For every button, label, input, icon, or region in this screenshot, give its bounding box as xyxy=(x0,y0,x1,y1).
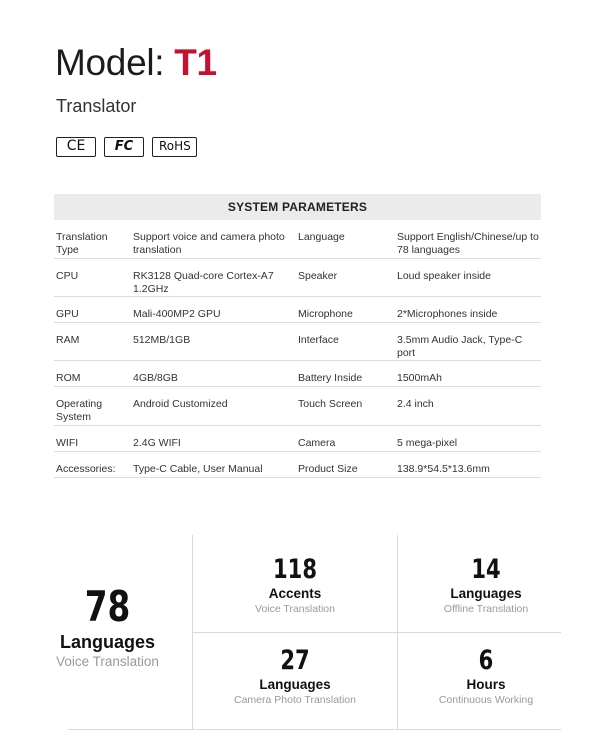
spec-value: RK3128 Quad-core Cortex-A7 1.2GHz xyxy=(133,269,274,295)
certification-badges xyxy=(56,137,197,157)
spec-value: Loud speaker inside xyxy=(397,269,491,282)
spec-value-cell xyxy=(133,451,298,477)
spec-table-heading: SYSTEM PARAMETERS xyxy=(54,194,541,220)
stat-label: Languages xyxy=(259,677,331,692)
spec-name: RAM xyxy=(56,333,80,346)
spec-value: 5 mega-pixel xyxy=(397,436,458,449)
spec-name: CPU xyxy=(56,269,79,282)
stat-photo-languages xyxy=(194,645,396,707)
rohs-mark-icon: RoHS xyxy=(152,137,197,157)
spec-name: Battery Inside xyxy=(298,371,363,384)
stat-main-languages xyxy=(30,583,185,671)
spec-row xyxy=(54,451,541,477)
stat-label: Languages xyxy=(59,632,156,652)
spec-value: Support voice and camera photo translation xyxy=(133,231,285,256)
spec-name: GPU xyxy=(56,307,79,320)
stat-caption: Voice Translation xyxy=(255,603,335,615)
spec-value-cell xyxy=(133,425,298,451)
title-prefix: Model: xyxy=(55,42,175,83)
spec-name-cell xyxy=(298,258,397,296)
stat-number: 78 xyxy=(84,582,131,631)
stat-accents xyxy=(194,554,396,616)
stat-offline-languages xyxy=(399,554,573,616)
stat-caption: Continuous Working xyxy=(438,694,534,706)
stat-label: Accents xyxy=(268,586,322,601)
stat-number: 27 xyxy=(280,645,310,676)
spec-value-cell xyxy=(133,296,298,322)
spec-name: Language xyxy=(298,231,345,243)
spec-name: Camera xyxy=(298,436,336,449)
spec-name: ROM xyxy=(56,371,81,384)
spec-name: Operating System xyxy=(56,397,103,423)
stat-caption: Voice Translation xyxy=(56,654,159,669)
spec-table-section xyxy=(54,194,541,478)
spec-value: 1500mAh xyxy=(397,371,442,384)
spec-name-cell xyxy=(298,360,397,386)
spec-value-cell xyxy=(133,386,298,425)
spec-name-cell xyxy=(54,258,133,296)
spec-row xyxy=(54,425,541,451)
spec-value-cell xyxy=(397,425,541,451)
spec-value: 3.5mm Audio Jack, Type-C port xyxy=(397,333,523,359)
spec-value: Support English/Chinese/up to 78 languages xyxy=(397,231,539,256)
spec-row xyxy=(54,258,541,296)
spec-name-cell xyxy=(54,322,133,360)
spec-value-cell xyxy=(397,322,541,360)
spec-name: Microphone xyxy=(298,307,353,320)
spec-value-cell xyxy=(397,296,541,322)
stat-caption: Offline Translation xyxy=(443,603,529,615)
spec-name: Speaker xyxy=(298,269,338,282)
spec-value: 4GB/8GB xyxy=(133,371,178,384)
spec-value-cell xyxy=(133,360,298,386)
stat-label: Hours xyxy=(466,677,506,692)
spec-row xyxy=(54,322,541,360)
spec-value-cell xyxy=(133,258,298,296)
spec-name-cell xyxy=(54,451,133,477)
spec-value: 512MB/1GB xyxy=(133,333,191,346)
spec-value: Android Customized xyxy=(133,397,228,410)
stat-label: Languages xyxy=(450,586,522,601)
spec-value: 2.4 inch xyxy=(397,397,434,410)
fcc-mark-icon: FC xyxy=(104,137,144,157)
spec-row xyxy=(54,296,541,322)
spec-name: Accessories: xyxy=(56,462,116,475)
spec-value: Mali-400MP2 GPU xyxy=(133,307,221,320)
spec-name-cell xyxy=(298,296,397,322)
spec-name: Touch Screen xyxy=(298,397,363,410)
product-type: Translator xyxy=(56,96,137,116)
spec-row xyxy=(54,220,541,258)
stat-number: 118 xyxy=(273,554,317,585)
spec-row xyxy=(54,360,541,386)
spec-value-cell xyxy=(397,360,541,386)
spec-name: Interface xyxy=(298,333,339,346)
stat-working-hours xyxy=(399,645,573,707)
spec-value-cell xyxy=(397,451,541,477)
spec-value: 138.9*54.5*13.6mm xyxy=(397,462,490,475)
spec-name-cell xyxy=(54,425,133,451)
spec-name-cell xyxy=(298,425,397,451)
page-title xyxy=(55,42,217,84)
stat-number: 6 xyxy=(478,645,494,676)
spec-name-cell xyxy=(54,386,133,425)
spec-table xyxy=(54,220,541,478)
stat-number: 14 xyxy=(471,554,501,585)
spec-value: Type-C Cable, User Manual xyxy=(133,462,263,475)
stats-divider-horizontal xyxy=(193,632,561,633)
spec-name-cell xyxy=(54,360,133,386)
stat-caption: Camera Photo Translation xyxy=(234,694,356,706)
spec-name: WIFI xyxy=(56,436,79,449)
spec-name-cell xyxy=(54,296,133,322)
spec-value-cell xyxy=(133,220,298,258)
model-number: T1 xyxy=(174,42,217,83)
spec-value-cell xyxy=(133,322,298,360)
spec-value-cell xyxy=(397,220,541,258)
spec-name-cell xyxy=(298,451,397,477)
stats-divider-bottom xyxy=(68,729,561,730)
spec-name-cell xyxy=(298,386,397,425)
spec-name: Translation Type xyxy=(56,231,108,256)
spec-value-cell xyxy=(397,386,541,425)
spec-value-cell xyxy=(397,258,541,296)
spec-name: Product Size xyxy=(298,462,358,475)
spec-name-cell xyxy=(298,220,397,258)
spec-name-cell xyxy=(54,220,133,258)
spec-value: 2*Microphones inside xyxy=(397,307,498,320)
spec-row xyxy=(54,386,541,425)
spec-value: 2.4G WIFI xyxy=(133,436,181,449)
spec-name-cell xyxy=(298,322,397,360)
ce-mark-icon: CE xyxy=(56,137,96,157)
stats-panel xyxy=(0,535,603,730)
